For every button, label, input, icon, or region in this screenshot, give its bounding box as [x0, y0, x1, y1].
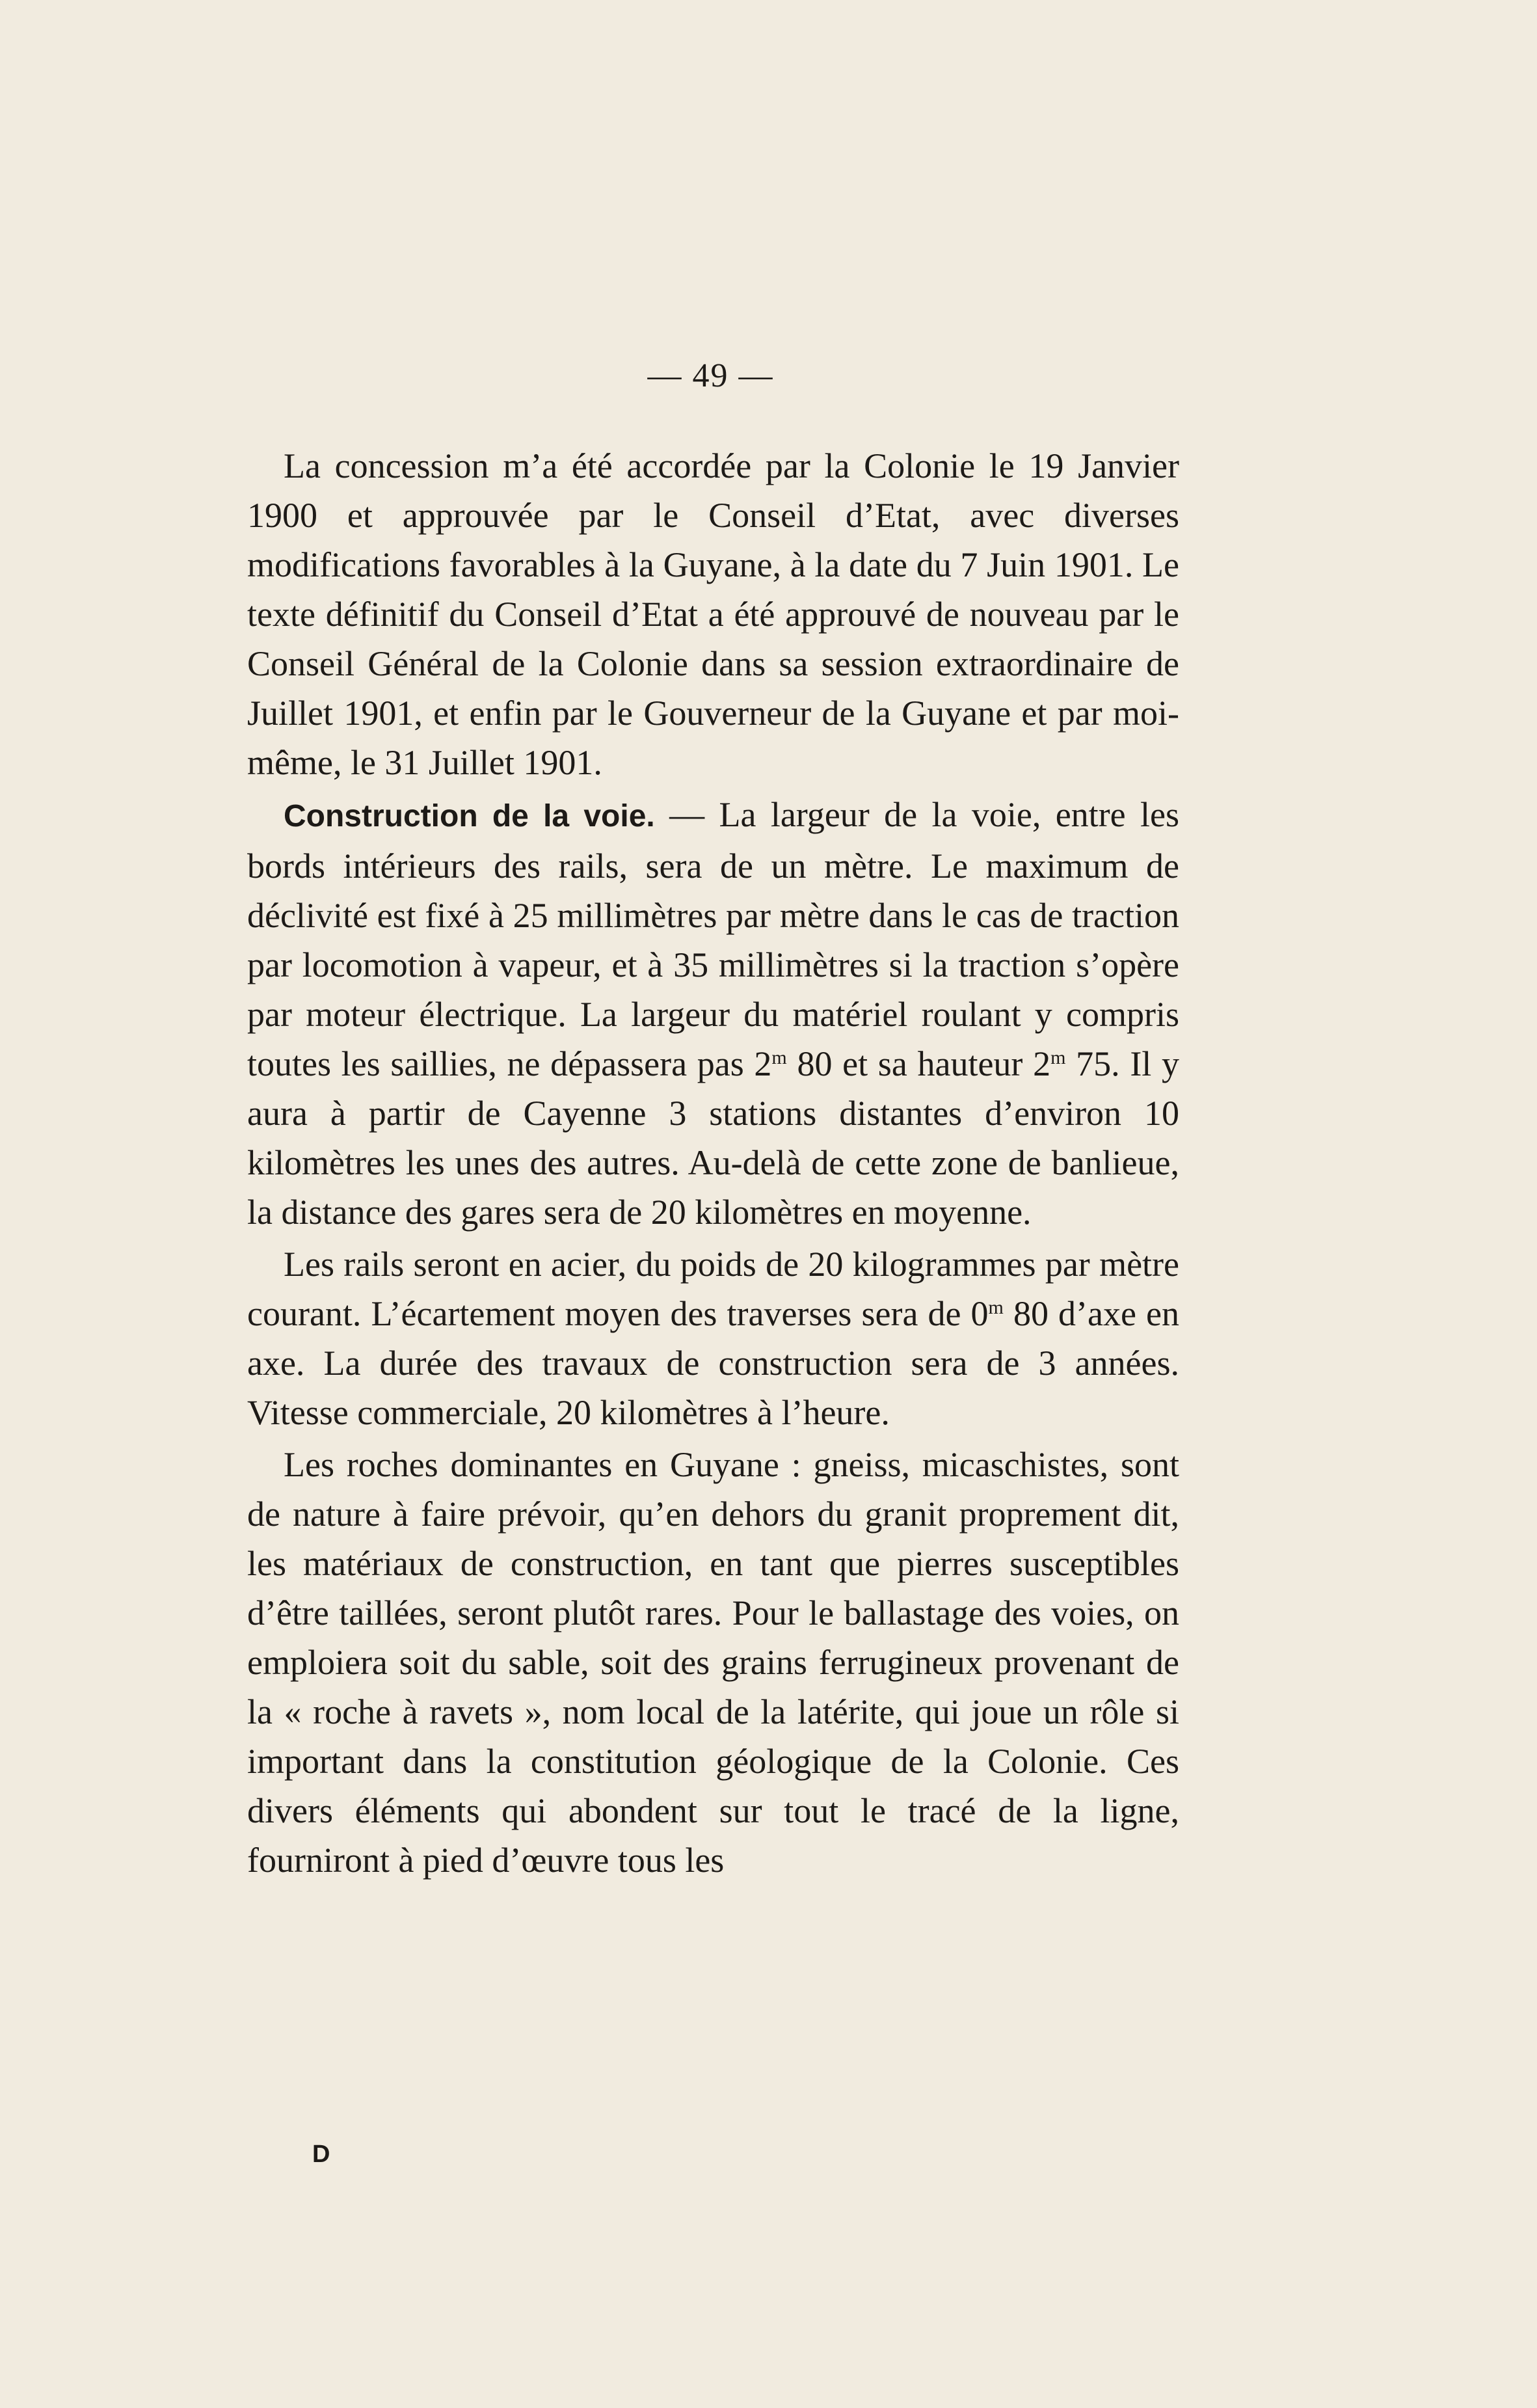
body-text — [247, 441, 1179, 1885]
paragraph-construction — [247, 790, 1179, 1237]
signature-mark: D — [312, 2141, 330, 2168]
unit-superscript: m — [771, 1047, 787, 1068]
unit-superscript: m — [988, 1297, 1004, 1318]
paragraph-text: — La largeur de la voie, entre les bords intérieurs des rails, sera de un mètre. Le maximum de déclivité est fixé à 25 millimètres par mètre dans le cas de traction par locomotion à vapeur, et à 35 millimètres si la traction s’opère par moteur électrique. La largeur du matériel roulant y compris toutes les saillies, ne dépassera pas 2 — [247, 795, 1179, 1083]
paragraph-text: 80 et sa hauteur 2 — [786, 1044, 1051, 1083]
unit-superscript: m — [1050, 1047, 1066, 1068]
paragraph-text: 80 d’axe en axe. La durée des travaux de construction sera de 3 années. Vitesse commerciale, 20 kilomètres à l’heure. — [247, 1294, 1180, 1432]
paragraph-concession: La concession m’a été accordée par la Colonie le 19 Janvier 1900 et approuvée par le Conseil d’Etat, avec diverses modifications favorables à la Guyane, à la date du 7 Juin 1901. Le texte définitif du Conseil d’Etat a été approuvé de nouveau par le Conseil Général de la Colonie dans sa session extraordinaire de Juillet 1901, et enfin par le Gouverneur de la Guyane et par moi-même, le 31 Juillet 1901. — [247, 446, 1179, 782]
section-heading: Construction de la voie. — [284, 799, 655, 833]
paragraph-rails — [247, 1239, 1179, 1437]
page-number: — 49 — — [647, 357, 774, 394]
paragraph-roches: Les roches dominantes en Guyane : gneiss, micaschistes, sont de nature à faire prévoir, qu’en dehors du granit proprement dit, les matériaux de construction, en tant que pierres susceptibles d’être taillées, seront plutôt rares. Pour le ballastage des voies, on emploiera soit du sable, soit des grains ferrugineux provenant de la « roche à ravets », nom local de la latérite, qui joue un rôle si important dans la constitution géologique de la Colonie. Ces divers éléments qui abondent sur tout le tracé de la ligne, fourniront à pied d’œuvre tous les — [247, 1445, 1179, 1880]
paragraph-text: Les rails seront en acier, du poids de 20 kilogrammes par mètre courant. L’écartement moyen des traverses sera de 0 — [247, 1245, 1179, 1333]
paragraph-text: 75. Il y aura à partir de Cayenne 3 stations distantes d’environ 10 kilomètres les unes des autres. Au-delà de cette zone de banlieue, la distance des gares sera de 20 kilomètres en moyenne. — [247, 1044, 1179, 1232]
